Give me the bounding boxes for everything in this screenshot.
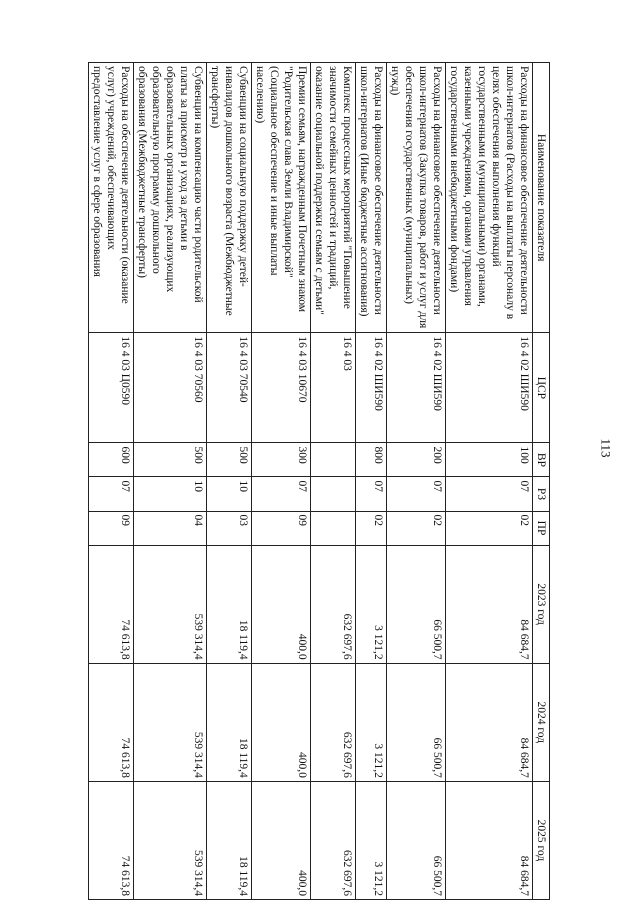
cell-pr [311,511,356,545]
header-vr: ВР [533,443,550,477]
cell-pr: 02 [446,511,533,545]
cell-2023: 66 500,7 [387,545,446,663]
cell-pr: 03 [207,511,252,545]
cell-vr: 500 [134,443,207,477]
table-row [446,63,533,900]
cell-name: Премии семьям, награжденным Почетным знаком "Родительская слава Земли Владимирской" (Социальное обеспечение и иные выплаты населению) [252,63,311,333]
table-header-row [533,63,550,900]
cell-csr: 16 4 02 ШИ590 [356,333,387,443]
cell-rz: 07 [387,477,446,511]
cell-csr: 16 4 03 [311,333,356,443]
cell-vr: 600 [89,443,134,477]
cell-2023: 18 119,4 [207,545,252,663]
table-row [89,63,134,900]
rotated-page-content [35,62,550,900]
cell-name: Расходы на обеспечение деятельности (оказание услуг) учреждений, обеспечивающих предоставление услуг в сфере образования [89,63,134,333]
cell-vr: 100 [446,443,533,477]
cell-2024: 539 314,4 [134,663,207,781]
cell-2024: 18 119,4 [207,663,252,781]
cell-2025: 84 684,7 [446,781,533,899]
table-row [387,63,446,900]
page-number: 113 [598,438,614,458]
cell-2024: 74 613,8 [89,663,134,781]
header-rz: РЗ [533,477,550,511]
cell-csr: 16 4 03 10670 [252,333,311,443]
cell-vr: 500 [207,443,252,477]
cell-2023: 632 697,6 [311,545,356,663]
cell-csr: 16 4 02 ШИ590 [446,333,533,443]
cell-name: Расходы на финансовое обеспечение деятельности школ-интернатов (Иные бюджетные ассигнования) [356,63,387,333]
cell-name: Расходы на финансовое обеспечение деятельности школ-интернатов (Расходы на выплаты персоналу в целях обеспечения выполнения функций государственными (муниципальными) органами, казенными учреждениями, органами управления государственными внебюджетными фондами) [446,63,533,333]
cell-rz: 07 [356,477,387,511]
cell-vr: 800 [356,443,387,477]
cell-rz: 07 [89,477,134,511]
cell-2025: 66 500,7 [387,781,446,899]
cell-csr: 16 4 03 70560 [134,333,207,443]
cell-2025: 632 697,6 [311,781,356,899]
cell-2023: 84 684,7 [446,545,533,663]
cell-vr: 300 [252,443,311,477]
cell-pr: 09 [252,511,311,545]
cell-name: Субвенции на компенсацию части родительской платы за присмотр и уход за детьми в образовательных организациях, реализующих образовательную программу дошкольного образования (Межбюджетные трансферты) [134,63,207,333]
cell-2025: 18 119,4 [207,781,252,899]
cell-2024: 84 684,7 [446,663,533,781]
cell-rz: 10 [134,477,207,511]
table-row [207,63,252,900]
table-row [134,63,207,900]
header-csr: ЦСР [533,333,550,443]
table-row [311,63,356,900]
cell-vr [311,443,356,477]
cell-2023: 539 314,4 [134,545,207,663]
cell-2024: 66 500,7 [387,663,446,781]
cell-2024: 632 697,6 [311,663,356,781]
cell-pr: 09 [89,511,134,545]
cell-csr: 16 4 03 Ц0590 [89,333,134,443]
cell-name: Расходы на финансовое обеспечение деятельности школ-интернатов (Закупка товаров, работ и услуг для обеспечения государственных (муниципальных) нужд) [387,63,446,333]
cell-name: Комплекс процессных мероприятий "Повышение значимости семейных ценностей и традиций, оказание социальной поддержки семьям с детьми" [311,63,356,333]
header-2025: 2025 год [533,781,550,899]
cell-2024: 3 121,2 [356,663,387,781]
header-name: Наименование показателя [533,63,550,333]
cell-2025: 539 314,4 [134,781,207,899]
cell-2025: 74 613,8 [89,781,134,899]
cell-vr: 200 [387,443,446,477]
header-pr: ПР [533,511,550,545]
cell-2024: 400,0 [252,663,311,781]
cell-2025: 400,0 [252,781,311,899]
cell-2023: 74 613,8 [89,545,134,663]
cell-2023: 3 121,2 [356,545,387,663]
cell-rz: 10 [207,477,252,511]
cell-pr: 02 [387,511,446,545]
cell-2023: 400,0 [252,545,311,663]
cell-name: Субвенции на социальную поддержку детей-инвалидов дошкольного возраста (Межбюджетные трансферты) [207,63,252,333]
cell-rz: 07 [252,477,311,511]
budget-table [88,62,550,900]
cell-rz [311,477,356,511]
cell-pr: 04 [134,511,207,545]
cell-csr: 16 4 02 ШИ590 [387,333,446,443]
cell-csr: 16 4 03 70540 [207,333,252,443]
header-2024: 2024 год [533,663,550,781]
cell-2025: 3 121,2 [356,781,387,899]
header-2023: 2023 год [533,545,550,663]
cell-pr: 02 [356,511,387,545]
cell-rz: 07 [446,477,533,511]
table-row [356,63,387,900]
table-row [252,63,311,900]
